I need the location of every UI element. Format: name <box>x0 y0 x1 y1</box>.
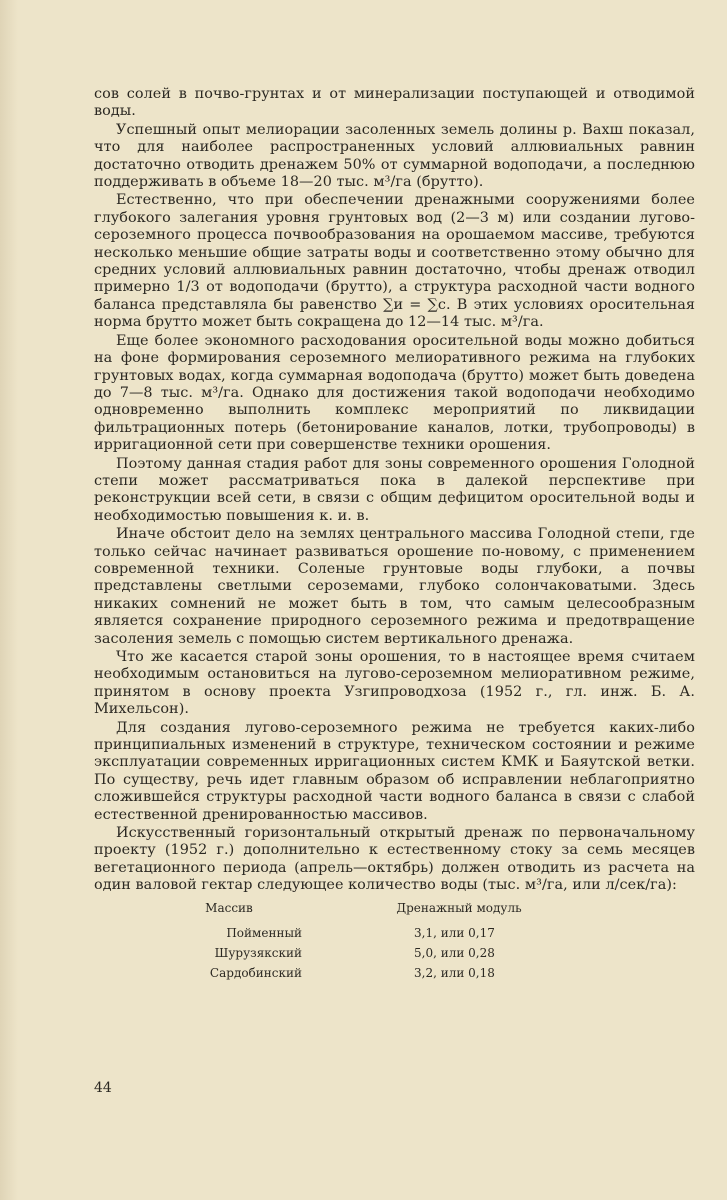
paragraph: Поэтому данная стадия работ для зоны современного орошения Голодной степи может рассматриваться пока в далекой перспективе при реконструкции всей сети, в связи с общим дефицитом оросительной воды и необходимостью повышения к. и. в. <box>94 455 695 524</box>
header-drainage-module: Дренажный модуль <box>396 900 522 915</box>
paragraph: Что же касается старой зоны орошения, то в настоящее время считаем необходимым остановиться на лугово-сероземном мелиоративном режиме, принятом в основу проекта Узгипроводхоза (1952 г., гл. инж. Б. А. Михельсон). <box>94 649 695 718</box>
table-row <box>94 966 695 981</box>
paragraph-continuation: сов солей в почво-грунтах и от минерализации поступающей и отводимой воды. <box>94 86 695 120</box>
paragraph: Иначе обстоит дело на землях центрального массива Голодной степи, где только сейчас начинает развиваться орошение по-новому, с применением современной техники. Соленые грунтовые воды глубоки, а почвы представлены светлыми сероземами, глубоко солончаковатыми. Здесь никаких сомнений не может быть в том, что самым целесообразным является сохранение природного сероземного режима и предотвращение засоления земель с помощью систем вертикального дренажа. <box>94 526 695 647</box>
cell-massiv: Шурузякский <box>214 945 302 960</box>
table-row <box>94 926 695 941</box>
table-header <box>94 901 695 916</box>
cell-module: 5,0, или 0,28 <box>414 945 495 960</box>
paragraph: Для создания лугово-сероземного режима не требуется каких-либо принципиальных изменений в структуре, техническом состоянии и режиме эксплуатации современных ирригационных систем КМК и Баяутской ветки. По существу, речь идет главным образом об исправлении неблагоприятно сложившейся структуры расходной части водного баланса в связи с слабой естественной дренированностью массивов. <box>94 719 695 823</box>
paragraph: Естественно, что при обеспечении дренажными сооружениями более глубокого залегания уровня грунтовых вод (2—3 м) или создании лугово-сероземного процесса почвообразования на орошаемом массиве, требуются несколько меньшие общие затраты воды и соответственно этому обычно для средних условий аллювиальных равнин достаточно, чтобы дренаж отводил примерно 1/3 от водоподачи (брутто), а структура расходной части водного баланса представляла бы равенство ∑и = ∑с. В этих условиях оросительная норма брутто может быть сокращена до 12—14 тыс. м³/га. <box>94 192 695 331</box>
table-row <box>94 946 695 961</box>
cell-massiv: Пойменный <box>226 925 302 940</box>
drainage-module-table <box>94 901 695 981</box>
cell-module: 3,1, или 0,17 <box>414 925 495 940</box>
header-massiv: Массив <box>205 900 253 915</box>
body-text <box>94 86 695 895</box>
paragraph: Искусственный горизонтальный открытый дренаж по первоначальному проекту (1952 г.) дополнительно к естественному стоку за семь месяцев вегетационного периода (апрель—октябрь) должен отводить из расчета на один валовой гектар следующее количество воды (тыс. м³/га, или л/сек/га): <box>94 825 695 894</box>
cell-module: 3,2, или 0,18 <box>414 965 495 980</box>
paragraph: Успешный опыт мелиорации засоленных земель долины р. Вахш показал, что для наиболее распространенных условий аллювиальных равнин достаточно отводить дренажем 50% от суммарной водоподачи, а последнюю поддерживать в объеме 18—20 тыс. м³/га (брутто). <box>94 121 695 191</box>
paragraph: Еще более экономного расходования оросительной воды можно добиться на фоне формирования сероземного мелиоративного режима на глубоких грунтовых водах, когда суммарная водоподача (брутто) может быть доведена до 7—8 тыс. м³/га. Однако для достижения такой водоподачи необходимо одновременно выполнить комплекс мероприятий по ликвидации фильтрационных потерь (бетонирование каналов, лотки, трубопроводы) в ирригационной сети при совершенстве техники орошения. <box>94 332 695 454</box>
page-number: 44 <box>94 1080 112 1096</box>
cell-massiv: Сардобинский <box>209 965 302 980</box>
